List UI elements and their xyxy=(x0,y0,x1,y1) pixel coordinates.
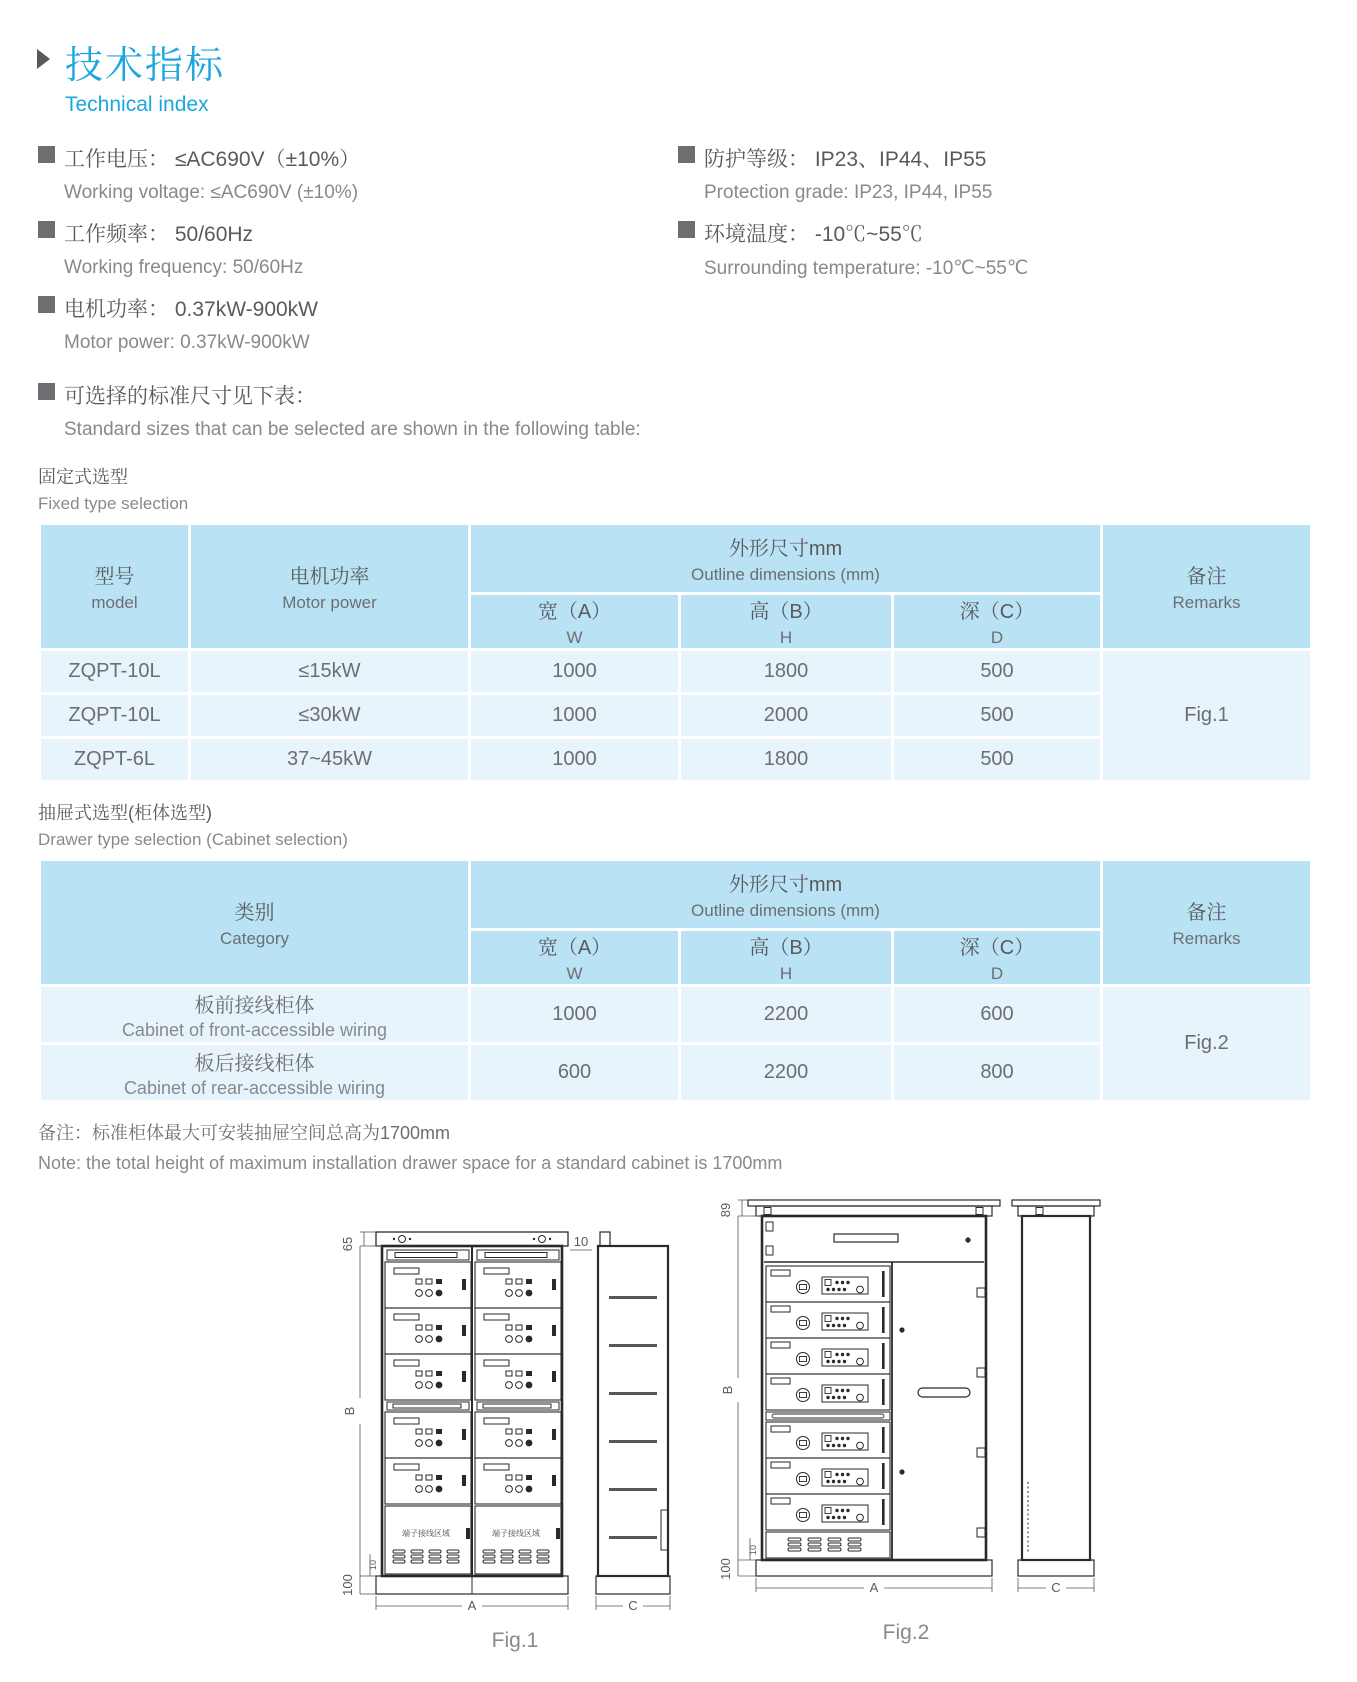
fig2-dim-C: C xyxy=(1051,1580,1061,1595)
bullet-square-icon xyxy=(38,221,55,238)
spec-working-voltage xyxy=(38,143,678,204)
cell-depth: 500 xyxy=(893,738,1102,782)
cell-model: ZQPT-6L xyxy=(40,738,190,782)
spec-cn-text: 防护等级： IP23、IP44、IP55 xyxy=(704,148,987,171)
bullet-square-icon xyxy=(38,146,55,163)
fig1-caption: Fig.1 xyxy=(491,1629,539,1652)
cell-power: ≤15kW xyxy=(190,650,470,694)
fig2-dim-100: 100 xyxy=(718,1558,733,1580)
cell-remark: Fig.1 xyxy=(1102,650,1312,782)
col-header-outline-dimensions: 外形尺寸mm Outline dimensions (mm) xyxy=(470,860,1102,930)
cell-category: 板后接线柜体 Cabinet of rear-accessible wiring xyxy=(40,1044,470,1102)
fixed-section-title-cn: 固定式选型 xyxy=(38,467,128,487)
spec-en-text: Working voltage: ≤AC690V (±10%) xyxy=(64,182,359,203)
fig1-dim-A: A xyxy=(467,1598,477,1613)
spec-list xyxy=(38,143,1310,455)
terminal-area-label: 端子接线区域 xyxy=(492,1529,540,1538)
terminal-area-label: 端子接线区域 xyxy=(402,1529,450,1538)
cell-height: 2200 xyxy=(680,1044,893,1102)
cell-power: ≤30kW xyxy=(190,694,470,738)
page-header xyxy=(36,34,1310,117)
col-header-remarks: 备注 Remarks xyxy=(1102,524,1312,650)
drawer-cabinet-drawing xyxy=(706,1182,1106,1612)
cell-depth: 600 xyxy=(893,986,1102,1044)
fig1-dim-100: 100 xyxy=(340,1574,355,1596)
drawer-section-title-cn: 抽屉式选型(柜体选型) xyxy=(38,803,212,823)
spec-motor-power xyxy=(38,293,678,354)
page-subtitle: Technical index xyxy=(65,93,209,116)
table-row xyxy=(40,650,1312,694)
spec-cn-text: 工作电压： ≤AC690V（±10%） xyxy=(64,148,361,171)
fig2-dim-89: 89 xyxy=(718,1202,733,1218)
spec-surrounding-temperature xyxy=(678,218,1310,280)
figure-1 xyxy=(330,1210,700,1653)
col-header-outline-dimensions: 外形尺寸mm Outline dimensions (mm) xyxy=(470,524,1102,594)
cell-height: 2200 xyxy=(680,986,893,1044)
table-row xyxy=(40,986,1312,1044)
cell-power: 37~45kW xyxy=(190,738,470,782)
spec-cn-text: 可选择的标准尺寸见下表： xyxy=(64,385,316,408)
cell-depth: 500 xyxy=(893,650,1102,694)
figures-area xyxy=(38,1182,1310,1682)
spec-cn-text: 环境温度： -10℃~55℃ xyxy=(704,223,923,246)
cell-depth: 500 xyxy=(893,694,1102,738)
fig1-dim-B: B xyxy=(342,1406,357,1416)
col-header-width: 宽（A） W xyxy=(470,930,680,986)
fig2-dim-10: 10 xyxy=(748,1544,758,1556)
cell-width: 600 xyxy=(470,1044,680,1102)
note-cn: 备注：标准柜体最大可安装抽屉空间总高为1700mm xyxy=(38,1123,451,1143)
spec-column-right xyxy=(678,143,1310,455)
fig1-dim-65: 65 xyxy=(340,1236,355,1252)
spec-en-text: Protection grade: IP23, IP44, IP55 xyxy=(704,182,993,203)
cell-model: ZQPT-10L xyxy=(40,650,190,694)
col-header-width: 宽（A） W xyxy=(470,594,680,650)
col-header-height: 高（B） H xyxy=(680,594,893,650)
section-arrow-icon xyxy=(36,48,51,70)
cell-width: 1000 xyxy=(470,650,680,694)
spec-standard-sizes xyxy=(38,380,678,441)
col-header-remarks: 备注 Remarks xyxy=(1102,860,1312,986)
fig1-dim-10-top: 10 xyxy=(573,1234,589,1249)
fig2-dim-A: A xyxy=(869,1580,879,1595)
note-en: Note: the total height of maximum installation drawer space for a standard cabinet is 1700mm xyxy=(38,1153,783,1173)
cell-width: 1000 xyxy=(470,738,680,782)
spec-en-text: Motor power: 0.37kW-900kW xyxy=(64,332,310,353)
cell-height: 1800 xyxy=(680,650,893,694)
fig1-dim-C: C xyxy=(628,1598,638,1613)
cell-width: 1000 xyxy=(470,986,680,1044)
col-header-depth: 深（C） D xyxy=(893,930,1102,986)
cell-category: 板前接线柜体 Cabinet of front-accessible wiring xyxy=(40,986,470,1044)
bullet-square-icon xyxy=(678,221,695,238)
cell-height: 1800 xyxy=(680,738,893,782)
spec-working-frequency xyxy=(38,218,678,279)
fig2-caption: Fig.2 xyxy=(882,1621,930,1644)
col-header-depth: 深（C） D xyxy=(893,594,1102,650)
cell-remark: Fig.2 xyxy=(1102,986,1312,1102)
fixed-type-table xyxy=(38,522,1313,783)
bullet-square-icon xyxy=(38,383,55,400)
fig2-dim-B: B xyxy=(720,1385,735,1395)
col-header-model: 型号 model xyxy=(40,524,190,650)
cell-model: ZQPT-10L xyxy=(40,694,190,738)
bullet-square-icon xyxy=(678,146,695,163)
spec-protection-grade xyxy=(678,143,1310,204)
drawer-type-table xyxy=(38,858,1313,1103)
col-header-height: 高（B） H xyxy=(680,930,893,986)
spec-en-text: Working frequency: 50/60Hz xyxy=(64,257,304,278)
spec-cn-text: 工作频率： 50/60Hz xyxy=(64,223,254,246)
fixed-cabinet-drawing xyxy=(330,1210,700,1620)
drawer-section-title-en: Drawer type selection (Cabinet selection) xyxy=(38,830,348,849)
page-title: 技术指标 xyxy=(65,45,226,87)
cell-depth: 800 xyxy=(893,1044,1102,1102)
spec-en-text: Standard sizes that can be selected are shown in the following table: xyxy=(64,419,641,440)
spec-en-text: Surrounding temperature: -10℃~55℃ xyxy=(704,258,1029,279)
bullet-square-icon xyxy=(38,296,55,313)
cell-width: 1000 xyxy=(470,694,680,738)
cell-height: 2000 xyxy=(680,694,893,738)
col-header-motor-power: 电机功率 Motor power xyxy=(190,524,470,650)
col-header-category: 类别 Category xyxy=(40,860,470,986)
spec-cn-text: 电机功率： 0.37kW-900kW xyxy=(64,298,318,321)
spec-column-left xyxy=(38,143,678,455)
figure-2 xyxy=(706,1182,1106,1645)
fig1-dim-10-vent: 10 xyxy=(368,1559,378,1571)
fixed-section-title-en: Fixed type selection xyxy=(38,494,189,513)
